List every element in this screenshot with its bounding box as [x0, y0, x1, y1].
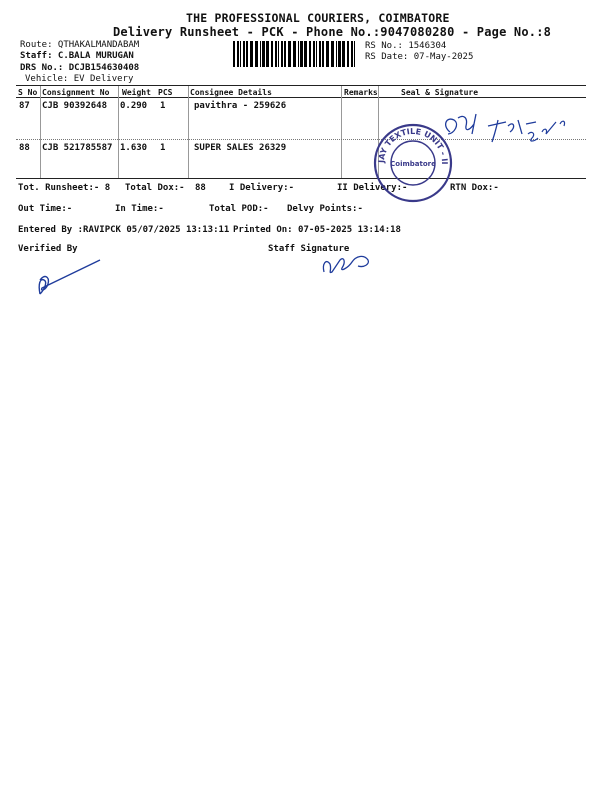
barcode-bar [347, 41, 349, 67]
barcode-bar [298, 41, 299, 67]
barcode-bar [250, 41, 253, 67]
staff-signature-scribble [318, 242, 378, 278]
ii-delivery: II Delivery:- [337, 183, 408, 193]
barcode-bar [354, 41, 355, 67]
i-delivery: I Delivery:- [229, 183, 295, 193]
barcode-bar [246, 41, 248, 67]
runsheet-subtitle: Delivery Runsheet - PCK - Phone No.:9047080280 - Page No.:8 [113, 25, 552, 39]
row-weight: 0.290 [120, 101, 148, 111]
rs-date: RS Date: 07-May-2025 [365, 52, 474, 62]
route-label: Route: QTHAKALMANDABAM [20, 40, 140, 50]
barcode-bar [293, 41, 296, 67]
barcode-bar [262, 41, 265, 67]
total-dox-value: 88 [195, 183, 206, 193]
handwritten-signature-seal [410, 104, 570, 162]
row-consignment: CJB 521785587 [42, 143, 113, 153]
barcode-bar [237, 41, 239, 67]
barcode-bar [336, 41, 337, 67]
col-header-weight: Weight [122, 88, 151, 97]
total-dox-label: Total Dox:- [125, 183, 185, 193]
barcode-bar [260, 41, 261, 67]
barcode-bar [316, 41, 317, 67]
vehicle-label: Vehicle: EV Delivery [25, 74, 134, 84]
in-time: In Time:- [115, 204, 164, 214]
out-time: Out Time:- [18, 204, 73, 214]
staff-label: Staff: C.BALA MURUGAN [20, 51, 134, 61]
row-sno: 87 [19, 101, 30, 111]
barcode-bar [281, 41, 283, 67]
barcode-bar [275, 41, 277, 67]
tot-runsheet: Tot. Runsheet:- 8 [18, 183, 111, 193]
barcode-bar [309, 41, 311, 67]
barcode-bar [240, 41, 241, 67]
barcode-bar [266, 41, 269, 67]
drs-number: DRS No.: DCJB154630408 [20, 63, 140, 73]
drs-barcode [233, 41, 358, 67]
entered-by: Entered By :RAVIPCK 05/07/2025 13:13:11 [18, 225, 230, 235]
barcode-bar [326, 41, 329, 67]
barcode-bar [278, 41, 279, 67]
barcode-bar [243, 41, 245, 67]
staff-signature-label: Staff Signature [268, 244, 350, 254]
barcode-bar [319, 41, 321, 67]
col-header-remarks: Remarks [344, 88, 378, 97]
col-header-consignee: Consignee Details [190, 88, 272, 97]
barcode-bar [322, 41, 324, 67]
table-bottom-rule [16, 178, 586, 179]
rs-number: RS No.: 1546304 [365, 41, 447, 51]
col-header-seal: Seal & Signature [401, 88, 479, 97]
row-consignment: CJB 90392648 [42, 101, 108, 111]
barcode-bar [284, 41, 286, 67]
printed-on: Printed On: 07-05-2025 13:14:18 [233, 225, 401, 235]
verified-by-signature [30, 254, 110, 300]
row-weight: 1.630 [120, 143, 148, 153]
barcode-bar [338, 41, 341, 67]
barcode-bar [342, 41, 345, 67]
barcode-bar [300, 41, 303, 67]
table-header-rule [16, 97, 586, 98]
barcode-bar [304, 41, 307, 67]
col-header-consignment: Consignment No [42, 88, 110, 97]
barcode-bar [351, 41, 353, 67]
stamp-ring-text: JAY TEXTILE UNIT - II [376, 126, 450, 165]
rtn-dox: RTN Dox:- [450, 183, 499, 193]
row-pcs: 1 [160, 143, 166, 153]
row-consignee: SUPER SALES 26329 [194, 143, 287, 153]
row-pcs: 1 [160, 101, 166, 111]
delvy-points: Delvy Points:- [287, 204, 363, 214]
col-header-sno: S No [18, 88, 38, 97]
company-title: THE PROFESSIONAL COURIERS, COIMBATORE [186, 11, 450, 25]
barcode-bar [233, 41, 235, 67]
total-pod: Total POD:- [209, 204, 269, 214]
col-header-pcs: PCS [158, 88, 173, 97]
barcode-bar [255, 41, 258, 67]
stamp-center-text: Coimbatore [390, 160, 436, 168]
verified-by-label: Verified By [18, 244, 78, 254]
barcode-bar [271, 41, 273, 67]
barcode-bar [288, 41, 291, 67]
barcode-bar [313, 41, 315, 67]
row-consignee: pavithra - 259626 [194, 101, 287, 111]
row-sno: 88 [19, 143, 30, 153]
barcode-bar [331, 41, 334, 67]
